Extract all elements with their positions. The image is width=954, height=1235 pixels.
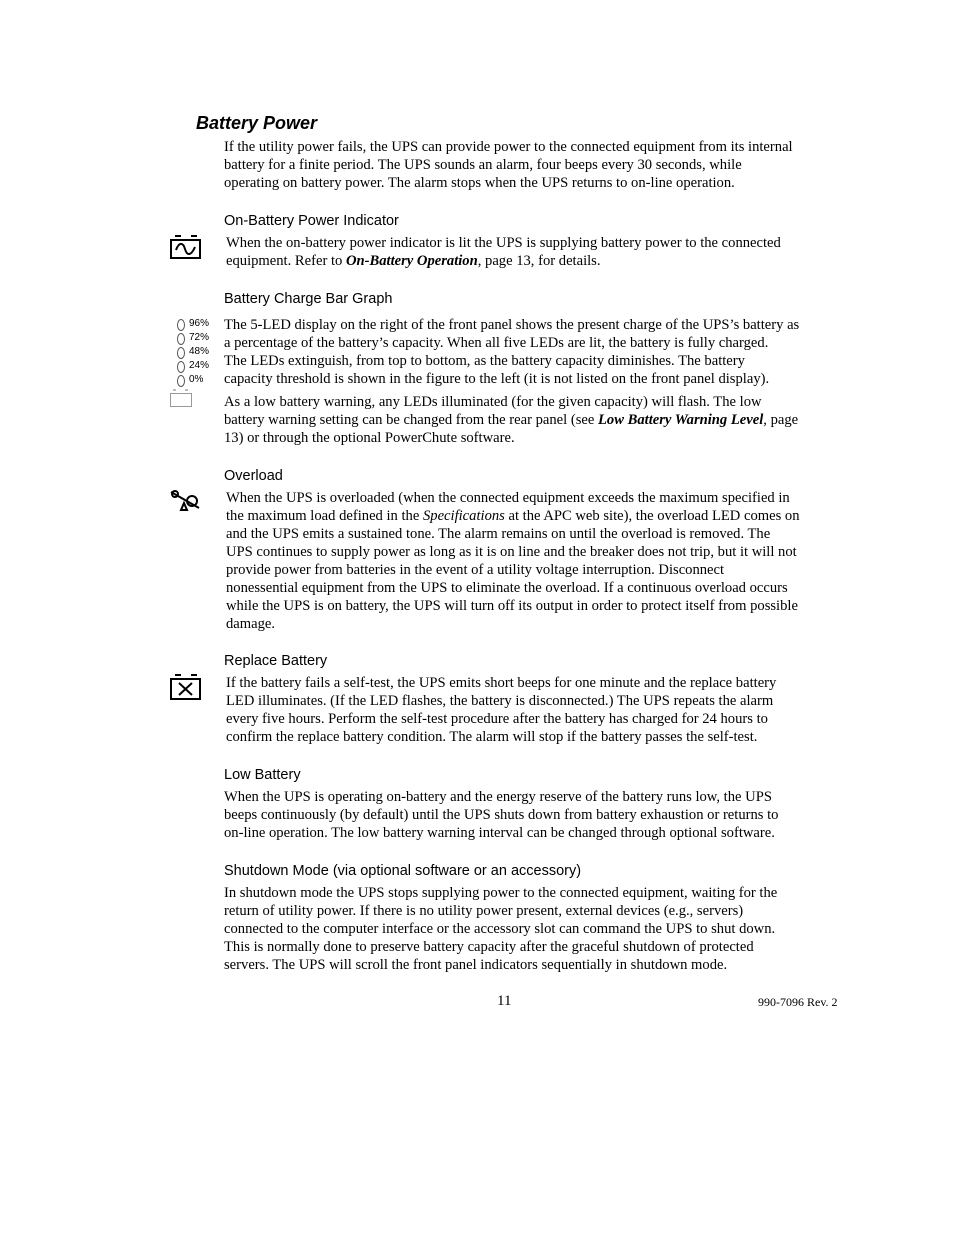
document-revision: 990-7096 Rev. 2 xyxy=(758,995,838,1009)
page-number: 11 xyxy=(497,993,512,1009)
led-percent: 96% xyxy=(189,318,210,329)
low-battery-line: on-line operation. The low battery warning interval can be changed through optional software. xyxy=(224,825,775,841)
led-level xyxy=(175,318,220,332)
overload-paragraph xyxy=(226,489,800,633)
shutdown-paragraph xyxy=(224,884,777,974)
charge-bar-paragraph-2 xyxy=(224,393,798,447)
on-battery-paragraph xyxy=(226,234,781,270)
on-battery-line: When the on-battery power indicator is lit the UPS is supplying battery power to the connected xyxy=(226,235,781,251)
led-level xyxy=(175,374,220,388)
charge-bar-line: As a low battery warning, any LEDs illuminated (for the given capacity) will flash. The low xyxy=(224,394,762,410)
on-battery-heading: On-Battery Power Indicator xyxy=(224,213,399,229)
charge-bar-line: capacity threshold is shown in the figure to the left (it is not listed on the front panel display). xyxy=(224,371,770,387)
text-run: equipment. Refer to xyxy=(226,253,346,269)
intro-line: If the utility power fails, the UPS can provide power to the connected equipment from its internal xyxy=(224,139,793,155)
on-battery-operation-reference: On-Battery Operation xyxy=(345,253,478,269)
text-run: the maximum load defined in the xyxy=(226,508,423,524)
intro-line: battery for a finite period. The UPS sounds an alarm, four beeps every 30 seconds, while xyxy=(224,157,742,173)
replace-battery-line: If the battery fails a self-test, the UPS emits short beeps for one minute and the replace battery xyxy=(226,675,777,691)
led-dot-icon xyxy=(177,375,185,387)
shutdown-line: return of utility power. If there is no utility power present, external devices (e.g., servers) xyxy=(224,903,744,919)
overload-line: and the UPS emits a sustained tone. The alarm remains on until the overload is removed. The xyxy=(226,526,771,542)
overload-line xyxy=(226,507,800,525)
replace-battery-paragraph xyxy=(226,674,776,746)
intro-paragraph xyxy=(224,138,793,192)
replace-battery-icon xyxy=(168,672,204,702)
overload-heading: Overload xyxy=(224,468,283,484)
charge-bar-line: The LEDs extinguish, from top to bottom, as the battery capacity diminishes. The battery xyxy=(224,353,745,369)
led-level xyxy=(175,360,220,374)
shutdown-line: This is normally done to preserve battery capacity after the graceful shutdown of protected xyxy=(224,939,754,955)
on-battery-icon xyxy=(168,233,204,261)
charge-bar-line: The 5-LED display on the right of the front panel shows the present charge of the UPS’s battery as xyxy=(224,317,800,333)
overload-line: UPS continues to supply power as long as it is on line and the breaker does not trip, but it will not xyxy=(226,544,797,560)
overload-icon xyxy=(168,488,202,514)
shutdown-heading: Shutdown Mode (via optional software or an accessory) xyxy=(224,863,582,879)
led-dot-icon xyxy=(177,347,185,359)
text-run: battery warning setting can be changed from the rear panel (see xyxy=(224,412,599,428)
section-title: Battery Power xyxy=(196,113,318,133)
led-level xyxy=(175,332,220,346)
text-run: , page 13, for details. xyxy=(477,253,601,269)
overload-line: while the UPS is on battery, the UPS will turn off its output in order to protect itself from possible xyxy=(226,598,798,614)
low-battery-line: When the UPS is operating on-battery and the energy reserve of the battery runs low, the UPS xyxy=(224,789,772,805)
overload-line: When the UPS is overloaded (when the connected equipment exceeds the maximum specified in xyxy=(226,490,790,506)
led-percent: 48% xyxy=(189,346,210,357)
charge-bar-line xyxy=(224,411,798,429)
charge-bar-paragraph-1 xyxy=(224,316,799,388)
text-run: at the APC web site), the overload LED comes on xyxy=(504,508,800,524)
overload-line: provide power from batteries in the event of a utility voltage interruption. Disconnect xyxy=(226,562,725,578)
specifications-reference: Specifications xyxy=(422,508,505,524)
low-battery-heading: Low Battery xyxy=(224,767,301,783)
text-run: , page xyxy=(763,412,799,428)
shutdown-line: servers. The UPS will scroll the front panel indicators sequentially in shutdown mode. xyxy=(224,957,728,973)
replace-battery-line: confirm the replace battery condition. The alarm will stop if the battery passes the self-test. xyxy=(226,729,758,745)
charge-bar-heading: Battery Charge Bar Graph xyxy=(224,291,393,307)
led-level-list xyxy=(175,318,220,388)
shutdown-line: In shutdown mode the UPS stops supplying power to the connected equipment, waiting for the xyxy=(224,885,778,901)
on-battery-line xyxy=(226,252,781,270)
overload-line: damage. xyxy=(226,616,276,632)
low-battery-line: beeps continuously (by default) until the UPS shuts down from battery exhaustion or returns to xyxy=(224,807,779,823)
led-percent: 0% xyxy=(189,374,204,385)
shutdown-line: connected to the computer interface or the accessory slot can command the UPS to shut down. xyxy=(224,921,776,937)
low-battery-paragraph xyxy=(224,788,778,842)
intro-line: operating on battery power. The alarm stops when the UPS returns to on-line operation. xyxy=(224,175,735,191)
charge-bar-line: a percentage of the battery’s capacity. When all five LEDs are lit, the battery is fully charged. xyxy=(224,335,769,351)
charge-bar-line: 13) or through the optional PowerChute software. xyxy=(224,430,515,446)
led-dot-icon xyxy=(177,361,185,373)
replace-battery-line: every five hours. Perform the self-test procedure after the battery has charged for 24 hours to xyxy=(226,711,768,727)
led-dot-icon xyxy=(177,333,185,345)
led-level xyxy=(175,346,220,360)
battery-icon xyxy=(168,388,194,410)
led-dot-icon xyxy=(177,319,185,331)
led-percent: 24% xyxy=(189,360,210,371)
led-percent: 72% xyxy=(189,332,210,343)
low-battery-warning-reference: Low Battery Warning Level xyxy=(598,412,764,428)
overload-line: nonessential equipment from the UPS to eliminate the overload. If a continuous overload occurs xyxy=(226,580,788,596)
replace-battery-heading: Replace Battery xyxy=(224,653,328,669)
replace-battery-line: LED illuminates. (If the LED flashes, the battery is disconnected.) The UPS repeats the alarm xyxy=(226,693,774,709)
